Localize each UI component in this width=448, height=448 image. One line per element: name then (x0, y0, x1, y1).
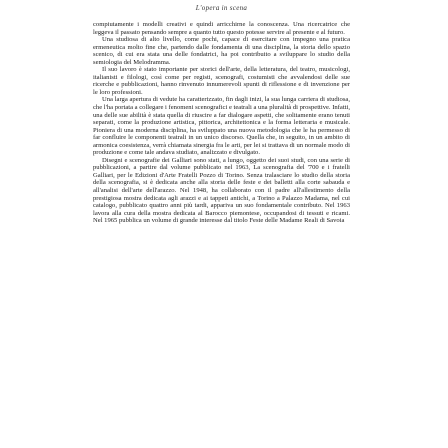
body-text (93, 21, 350, 225)
paragraph: Disegni e scenografie dei Galliari sono stati, a lungo, oggetto dei suoi studi, con una serie di pubblicazioni, a partire dal volume pubblicato nel 1963, La scenografia del '700 e i fratelli Galliari, per le Edizioni d'Arte Fratelli Pozzo di Torino. Senza tralasciare lo studio della storia della scenografia, si è dedicata anche alla storia delle feste e dei balletti alla corte sabauda e all'analisi dell'arte dell'arazzo. Nel 1948, ha collaborato con il padre all'allestimento della prestigiosa mostra dedicata agli arazzi e ai tappeti antichi, a Torino a Palazzo Madama, nel cui catalogo, pubblicato quattro anni più tardi, appariva un suo fondamentale contributo. Nel 1963 lavora alla cura della mostra dedicata al Barocco piemontese, occupandosi di tessuti e ricami. Nel 1965 pubblica un volume di grande interesse dal titolo Feste delle Madame Reali di Savoia (93, 156, 350, 225)
paragraph: compiutamente i modelli creativi e quindi arricchirne la conoscenza. Una ricercatrice che leggeva il passato pensando sempre a quanto tutto questo potesse servire al presente e al futuro. (93, 21, 350, 36)
paragraph: Una studiosa di alto livello, come pochi, capace di esercitare con impegno una pratica ermeneutica molto fine che, partendo dalle fondamenta di una disciplina, la storia dello spazio scenico, di cui era stata una delle fondatrici, ha poi contribuito a sviluppare lo studio della semiologia del Melodramma. (93, 36, 350, 66)
running-head: L'opera in scena (195, 4, 248, 12)
paragraph: Una larga apertura di vedute ha caratterizzato, fin dagli inizi, la sua lunga carriera di studiosa, che l'ha portata a collegare i fenomeni scenografici e teatrali a una pluralità di prospettive. Infatti, una delle sue abilità è stata quella di riuscire a far dialogare aspetti, che solitamente erano tenuti separati, come la produzione artistica, pittorica, architettonica e la forma letteraria e musicale. Pioniera di una moderna disciplina, ha sviluppato una nuova metodologia che le ha permesso di far confluire le componenti teatrali in un unico discorso. Quella che, in seguito, in un ambito di armonica coesistenza, verrà chiamata sinergia fra le arti, per lei si trattava di un normale modo di produzione e come tale andava studiato, analizzato e divulgato. (93, 96, 350, 157)
paragraph: Il suo lavoro è stato importante per storici dell'arte, della letteratura, del teatro, musicologi, italianisti e filologi, così come per registi, scenografi, costumisti che avvalendosi delle sue ricerche e pubblicazioni, hanno rinvenuto innumerevoli spunti di riflessione e di invenzione per le loro professioni. (93, 66, 350, 96)
